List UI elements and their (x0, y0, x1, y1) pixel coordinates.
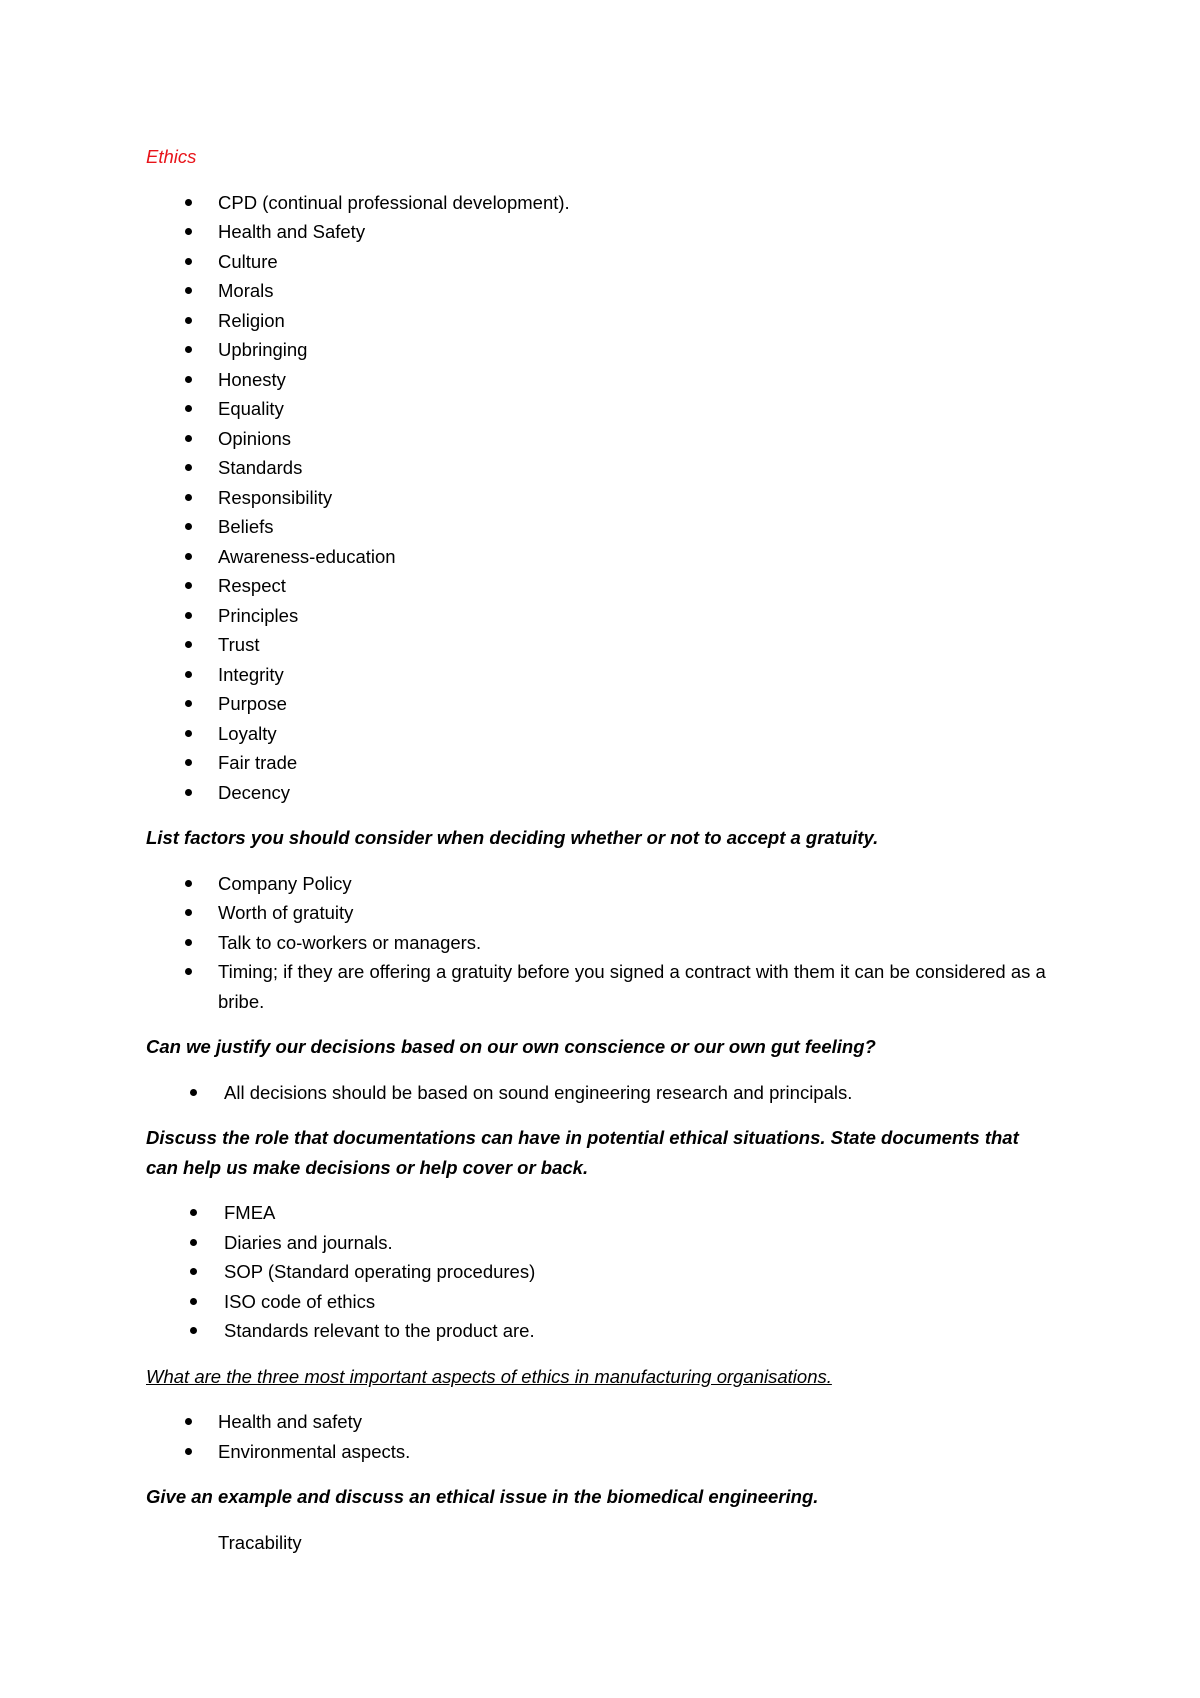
question-heading-biomedical: Give an example and discuss an ethical issue in the biomedical engineering. (146, 1486, 819, 1507)
bullet-icon (185, 880, 192, 887)
documents-list (146, 1198, 1046, 1346)
list-item: Culture (146, 247, 1046, 277)
conscience-answer-list (146, 1078, 1046, 1108)
list-item: Fair trade (146, 748, 1046, 778)
bullet-icon (185, 317, 192, 324)
bullet-icon (190, 1209, 197, 1216)
manufacturing-aspects-list (146, 1407, 1046, 1466)
list-item: Principles (146, 601, 1046, 631)
bullet-icon (185, 376, 192, 383)
list-item: Respect (146, 571, 1046, 601)
bullet-icon (185, 523, 192, 530)
list-item: CPD (continual professional development). (146, 188, 1046, 218)
bullet-icon (185, 1448, 192, 1455)
document-content (146, 142, 1046, 1557)
bullet-icon (190, 1089, 197, 1096)
bullet-icon (185, 582, 192, 589)
bullet-icon (185, 909, 192, 916)
bullet-icon (185, 671, 192, 678)
list-item: Standards (146, 453, 1046, 483)
bullet-icon (190, 1327, 197, 1334)
list-item: Religion (146, 306, 1046, 336)
list-item: Trust (146, 630, 1046, 660)
list-item: Company Policy (146, 869, 1046, 899)
bullet-icon (185, 199, 192, 206)
bullet-icon (185, 759, 192, 766)
list-item: Talk to co-workers or managers. (146, 928, 1046, 958)
list-item: Opinions (146, 424, 1046, 454)
list-item: Purpose (146, 689, 1046, 719)
question-heading-gratuity: List factors you should consider when deciding whether or not to accept a gratuity. (146, 827, 879, 848)
bullet-icon (185, 346, 192, 353)
list-item: Worth of gratuity (146, 898, 1046, 928)
bullet-icon (185, 435, 192, 442)
list-item: Environmental aspects. (146, 1437, 1046, 1467)
list-item: Health and safety (146, 1407, 1046, 1437)
list-item: All decisions should be based on sound engineering research and principals. (146, 1078, 1046, 1108)
bullet-icon (185, 553, 192, 560)
bullet-icon (185, 700, 192, 707)
list-item: Loyalty (146, 719, 1046, 749)
list-item: Health and Safety (146, 217, 1046, 247)
bullet-icon (185, 789, 192, 796)
bullet-icon (185, 1418, 192, 1425)
question-heading-manufacturing: What are the three most important aspects of ethics in manufacturing organisations. (146, 1365, 832, 1387)
ethics-list (146, 188, 1046, 808)
bullet-icon (185, 730, 192, 737)
list-item: Standards relevant to the product are. (146, 1316, 1046, 1346)
bullet-icon (190, 1298, 197, 1305)
bullet-icon (185, 939, 192, 946)
list-item: Morals (146, 276, 1046, 306)
list-item: Upbringing (146, 335, 1046, 365)
list-item: Beliefs (146, 512, 1046, 542)
list-item: FMEA (146, 1198, 1046, 1228)
bullet-icon (185, 494, 192, 501)
bullet-icon (185, 287, 192, 294)
question-heading-conscience: Can we justify our decisions based on our own conscience or our own gut feeling? (146, 1036, 876, 1057)
list-item: SOP (Standard operating procedures) (146, 1257, 1046, 1287)
list-item: Timing; if they are offering a gratuity before you signed a contract with them it can be considered as a bribe. (146, 957, 1046, 1016)
bullet-icon (185, 968, 192, 975)
bullet-icon (185, 228, 192, 235)
list-item: Diaries and journals. (146, 1228, 1046, 1258)
list-item: ISO code of ethics (146, 1287, 1046, 1317)
list-item: Awareness-education (146, 542, 1046, 572)
list-item: Decency (146, 778, 1046, 808)
list-item: Honesty (146, 365, 1046, 395)
bullet-icon (185, 405, 192, 412)
bullet-icon (185, 464, 192, 471)
bullet-icon (185, 641, 192, 648)
list-item: Integrity (146, 660, 1046, 690)
gratuity-factors-list (146, 869, 1046, 1017)
bullet-icon (185, 258, 192, 265)
biomedical-answer: Tracability (218, 1531, 302, 1553)
bullet-icon (185, 612, 192, 619)
question-heading-documentation: Discuss the role that documentations can have in potential ethical situations. State documents that can help us make decisions or help cover or back. (146, 1127, 1019, 1178)
bullet-icon (190, 1239, 197, 1246)
bullet-icon (190, 1268, 197, 1275)
list-item: Equality (146, 394, 1046, 424)
list-item: Responsibility (146, 483, 1046, 513)
document-title: Ethics (146, 146, 197, 167)
